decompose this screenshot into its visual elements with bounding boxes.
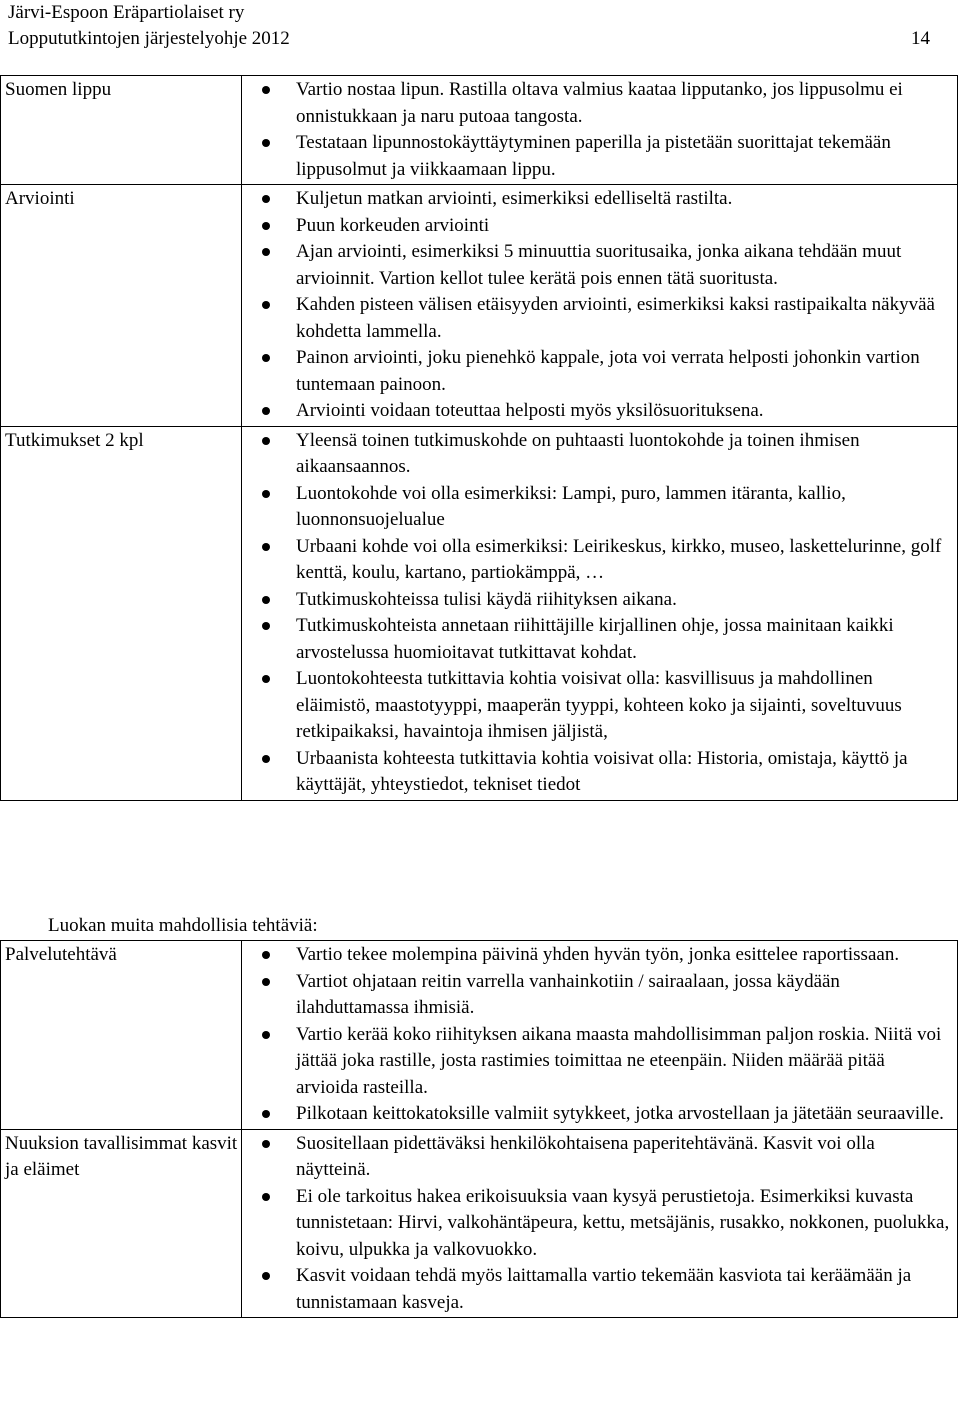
list-item: Puun korkeuden arviointi bbox=[242, 213, 951, 240]
table-row bbox=[1, 941, 958, 1130]
list-item: Vartio kerää koko riihityksen aikana maasta mahdollisimman paljon roskia. Niitä voi jättää joka rastille, josta rastimies toimittaa ne eteenpäin. Niiden määrää pitää arvioida rasteilla. bbox=[242, 1022, 951, 1102]
list-item: Tutkimuskohteissa tulisi käydä riihityksen aikana. bbox=[242, 587, 951, 614]
bullet-list bbox=[242, 428, 951, 799]
list-item: Urbaani kohde voi olla esimerkiksi: Leirikeskus, kirkko, museo, laskettelurinne, golf kenttä, koulu, kartano, partiokämppä, … bbox=[242, 534, 951, 587]
list-item: Painon arviointi, joku pienehkö kappale, jota voi verrata helposti johonkin vartion tuntemaan painoon. bbox=[242, 345, 951, 398]
list-item: Vartio tekee molempina päivinä yhden hyvän työn, jonka esittelee raportissaan. bbox=[242, 942, 951, 969]
organization-name: Järvi-Espoon Eräpartiolaiset ry bbox=[8, 2, 245, 23]
row-content bbox=[242, 1129, 958, 1318]
list-item: Testataan lipunnostokäyttäytyminen paperilla ja pistetään suorittajat tekemään lippusolmut ja viikkaamaan lippu. bbox=[242, 130, 951, 183]
row-content bbox=[242, 76, 958, 185]
row-label: Arviointi bbox=[1, 185, 242, 427]
row-label: Palvelutehtävä bbox=[1, 941, 242, 1130]
row-label: Suomen lippu bbox=[1, 76, 242, 185]
table-row bbox=[1, 1129, 958, 1318]
list-item: Luontokohteesta tutkittavia kohtia voisivat olla: kasvillisuus ja mahdollinen eläimistö, maastotyyppi, maaperän tyyppi, kohteen koko ja sijainti, soveltuvuus retkipaikaksi, havaintoja ihmisen jäljistä, bbox=[242, 666, 951, 746]
bullet-list bbox=[242, 186, 951, 425]
list-item: Kahden pisteen välisen etäisyyden arviointi, esimerkiksi kaksi rastipaikalta näkyvää kohdetta lammella. bbox=[242, 292, 951, 345]
list-item: Pilkotaan keittokatoksille valmiit sytykkeet, jotka arvostellaan ja jätetään seuraaville. bbox=[242, 1101, 951, 1128]
row-content bbox=[242, 941, 958, 1130]
row-content bbox=[242, 185, 958, 427]
list-item: Suositellaan pidettäväksi henkilökohtaisena paperitehtävänä. Kasvit voi olla näytteinä. bbox=[242, 1131, 951, 1184]
bullet-list bbox=[242, 1131, 951, 1317]
page-number: 14 bbox=[911, 28, 930, 49]
row-label: Nuuksion tavallisimmat kasvit ja eläimet bbox=[1, 1129, 242, 1318]
bullet-list bbox=[242, 77, 951, 183]
table-row bbox=[1, 76, 958, 185]
list-item: Kasvit voidaan tehdä myös laittamalla vartio tekemään kasviota tai keräämään ja tunnistamaan kasveja. bbox=[242, 1263, 951, 1316]
document-title: Loppututkintojen järjestelyohje 2012 bbox=[8, 28, 290, 49]
list-item: Tutkimuskohteista annetaan riihittäjille kirjallinen ohje, jossa mainitaan kaikki arvostelussa huomioitavat tutkittavat kohdat. bbox=[242, 613, 951, 666]
list-item: Arviointi voidaan toteuttaa helposti myös yksilösuorituksena. bbox=[242, 398, 951, 425]
list-item: Vartiot ohjataan reitin varrella vanhainkotiin / sairaalaan, jossa käydään ilahduttamassa ihmisiä. bbox=[242, 969, 951, 1022]
list-item: Luontokohde voi olla esimerkiksi: Lampi, puro, lammen itäranta, kallio, luonnonsuojelualue bbox=[242, 481, 951, 534]
list-item: Yleensä toinen tutkimuskohde on puhtaasti luontokohde ja toinen ihmisen aikaansaannos. bbox=[242, 428, 951, 481]
table-row bbox=[1, 426, 958, 800]
list-item: Ajan arviointi, esimerkiksi 5 minuuttia suoritusaika, jonka aikana tehdään muut arvioinnit. Vartion kellot tulee kerätä pois ennen tätä suoritusta. bbox=[242, 239, 951, 292]
row-label: Tutkimukset 2 kpl bbox=[1, 426, 242, 800]
other-tasks-table bbox=[0, 940, 958, 1318]
bullet-list bbox=[242, 942, 951, 1128]
page-header bbox=[8, 0, 930, 52]
list-item: Kuljetun matkan arviointi, esimerkiksi edelliseltä rastilta. bbox=[242, 186, 951, 213]
list-item: Urbaanista kohteesta tutkittavia kohtia voisivat olla: Historia, omistaja, käyttö ja käyttäjät, yhteystiedot, tekniset tiedot bbox=[242, 746, 951, 799]
section-title: Luokan muita mahdollisia tehtäviä: bbox=[48, 915, 318, 936]
list-item: Ei ole tarkoitus hakea erikoisuuksia vaan kysyä perustietoja. Esimerkiksi kuvasta tunnistetaan: Hirvi, valkohäntäpeura, kettu, metsäjänis, rusakko, nokkonen, puolukka, koivu, ulpukka ja valkovuokko. bbox=[242, 1184, 951, 1264]
table-row bbox=[1, 185, 958, 427]
list-item: Vartio nostaa lipun. Rastilla oltava valmius kaataa lipputanko, jos lippusolmu ei onnistukkaan ja naru putoaa tangosta. bbox=[242, 77, 951, 130]
competition-tasks-table bbox=[0, 75, 958, 801]
row-content bbox=[242, 426, 958, 800]
